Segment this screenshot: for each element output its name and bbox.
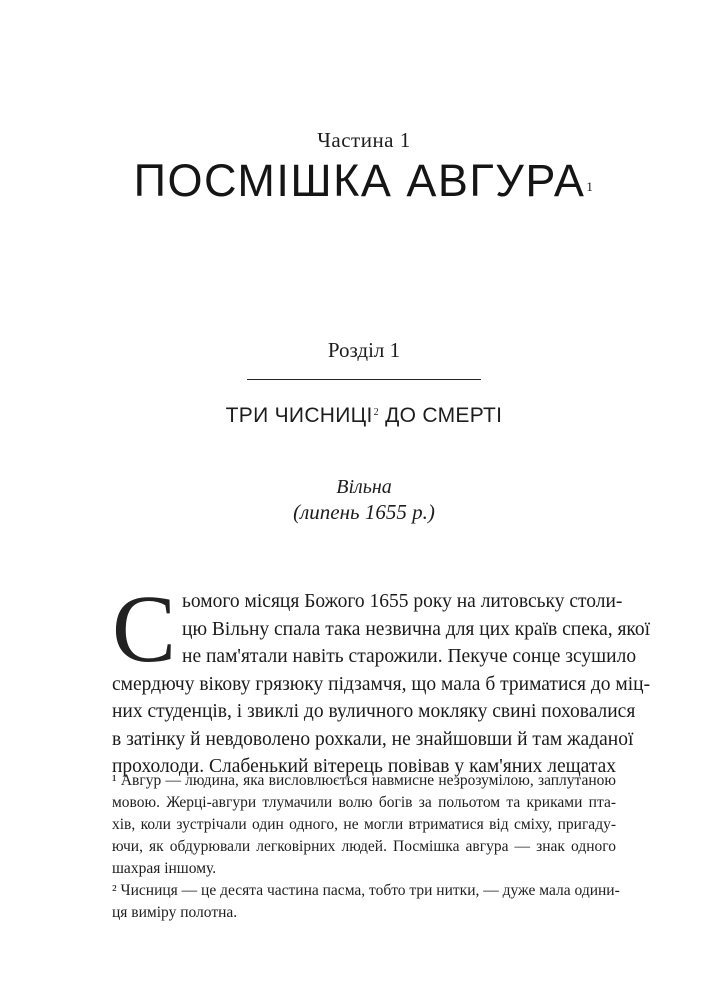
footnote-2 xyxy=(112,880,620,924)
footnote-line: хів, коли зустрічали один одного, не могли втриматися від сміху, пригаду- xyxy=(112,816,616,833)
footnote-line: ² Чисниця — це десята частина пасма, тобто три нитки, — дуже мала одини- xyxy=(112,882,620,899)
body-line: цю Вільну спала така незвична для цих країв спека, якої xyxy=(182,618,651,640)
chapter-title-rest: ДО СМЕРТІ xyxy=(378,404,503,427)
body-text xyxy=(112,575,651,781)
footnote-line: ¹ Авгур — людина, яка висловлюється навмисне незрозумілою, заплутаною xyxy=(112,772,616,789)
chapter-title-footnote-ref[interactable]: 2 xyxy=(373,407,379,418)
part-label: Частина 1 xyxy=(317,128,411,152)
body-line: прохолоди. Слабенький вітерець повівав у кам'яних лещатах xyxy=(112,756,616,777)
chapter-title xyxy=(0,404,728,428)
body-line: не пам'ятали навіть старожили. Пекуче сонце зсушило xyxy=(182,646,637,667)
footnotes xyxy=(112,770,620,924)
chapter-title-text: ТРИ ЧИСНИЦІ xyxy=(225,404,373,427)
chapter-place: Вільна xyxy=(336,476,392,498)
part-title-footnote-ref[interactable]: 1 xyxy=(586,179,595,194)
footnote-line: мовою. Жерці-авгури тлумачили волю богів за польотом та криками пта- xyxy=(112,794,616,811)
footnote-line: ця виміру полотна. xyxy=(112,904,238,921)
body-line: смердючу вікову грязюку підзамчя, що мала б триматися до міц- xyxy=(112,673,651,695)
part-title xyxy=(0,152,728,210)
chapter-divider xyxy=(247,379,481,380)
drop-cap: С xyxy=(112,575,177,682)
chapter-label: Розділ 1 xyxy=(327,338,401,362)
body-line: ьомого місяця Божого 1655 року на литовську столи- xyxy=(182,591,623,612)
part-title-text: ПОСМІШКА АВГУРА xyxy=(133,155,586,206)
body-line: них студенців, і звиклі до вуличного мокляку свині поховалися xyxy=(112,701,636,722)
chapter-date: (липень 1655 р.) xyxy=(293,500,435,524)
footnote-1 xyxy=(112,770,616,880)
footnote-line: шахрая іншому. xyxy=(112,860,217,877)
footnote-line: ючи, як обдурювали легковірних людей. Посмішка авгура — знак одного xyxy=(112,838,616,855)
body-line: в затінку й невдоволено рохкали, не знайшовши й там жаданої xyxy=(112,728,634,750)
